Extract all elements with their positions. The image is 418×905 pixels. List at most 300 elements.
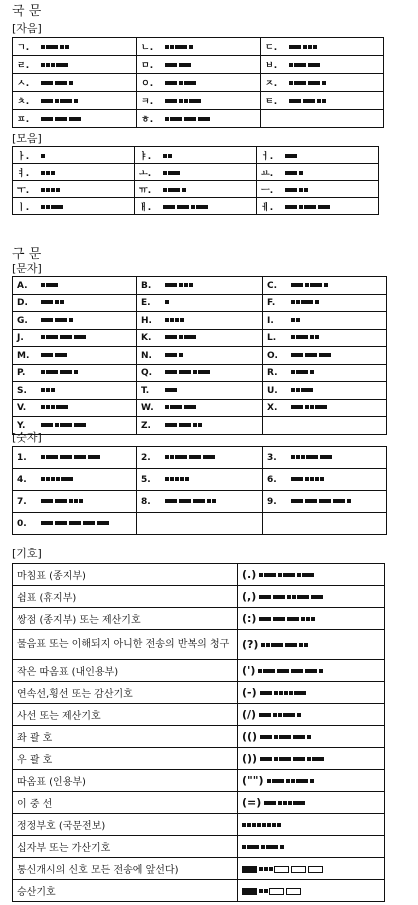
cell-label: W. [141,403,154,413]
sign-code-cell [238,726,385,748]
code-cell [263,399,387,417]
morse-code [285,185,309,195]
dash-mark [69,117,81,121]
dot-mark [55,300,59,304]
dash-mark [311,595,323,599]
table-row [13,147,379,164]
morse-code [289,43,318,53]
sign-symbol: (?) [242,637,259,651]
english-title: 구 문 [12,247,42,262]
dot-mark [296,318,300,322]
dot-mark [46,388,50,392]
morse-code [165,115,212,125]
dash-mark [291,499,303,503]
dot-mark [267,823,271,827]
dash-mark [247,845,259,849]
cell-label: ㅈ. [265,79,278,89]
code-cell [137,110,261,128]
dash-mark [312,757,324,761]
dash-mark [165,353,177,357]
dash-mark [46,455,58,459]
table-row [13,608,385,630]
dash-mark [184,117,196,121]
dot-mark [212,499,216,503]
dot-mark [51,63,55,67]
code-cell [263,447,387,469]
dot-mark [259,867,263,871]
code-cell [137,294,263,312]
dot-mark [41,477,45,481]
dot-mark [322,81,326,85]
dash-mark [165,423,177,427]
morse-code [165,280,194,290]
dash-mark [41,353,53,357]
dash-mark [41,499,53,503]
dash-mark [302,573,314,577]
dash-mark [277,669,289,673]
table-row [13,347,387,365]
code-cell [13,347,137,365]
dot-mark [51,477,55,481]
dash-mark [305,499,317,503]
dash-mark [46,283,58,287]
morse-code [41,79,74,89]
dot-mark [301,455,305,459]
code-cell [261,56,384,74]
dot-mark [163,171,167,175]
dot-mark [283,801,287,805]
code-cell [137,329,263,347]
dot-mark [51,188,55,192]
dash-mark [46,45,58,49]
cell-label: 8. [141,496,151,507]
cell-label: X. [267,403,278,413]
morse-code [291,452,334,462]
cell-label: ㄹ. [17,61,30,71]
dash-mark [165,283,177,287]
morse-code [41,385,56,395]
cell-label: L. [267,333,277,343]
morse-code [41,151,46,161]
dot-mark [185,477,189,481]
dot-mark [51,388,55,392]
korean-title: 국 문 [12,4,42,19]
morse-code [259,590,325,603]
morse-code [41,185,61,195]
dot-mark [310,477,314,481]
morse-code [291,315,301,325]
morse-code [41,420,88,430]
dot-mark [170,318,174,322]
dash-mark [168,188,180,192]
morse-code [267,774,315,787]
dot-mark [289,63,293,67]
filled-bar-mark [242,888,257,895]
dot-mark [291,388,295,392]
cell-label: A. [17,280,28,291]
dot-mark [56,477,60,481]
code-cell [261,92,384,110]
morse-code [242,884,303,897]
dot-mark [274,691,278,695]
dot-mark [299,188,303,192]
dash-mark [46,335,58,339]
morse-code [41,298,65,308]
morse-code [242,840,285,853]
table-row [13,294,387,312]
morse-code [291,333,320,343]
dash-mark [198,370,210,374]
dot-mark [56,188,60,192]
dash-mark [60,455,72,459]
sign-symbol: (=) [242,795,262,809]
dash-mark [189,455,201,459]
dash-mark [165,63,177,67]
dot-mark [307,735,311,739]
dash-mark [60,423,72,427]
cell-label: 0. [17,518,27,529]
dash-mark [61,477,73,481]
dash-mark [315,405,327,409]
table-row [13,814,385,836]
dash-mark [296,370,308,374]
dot-mark [51,405,55,409]
morse-code [41,474,75,484]
cell-label: C. [267,280,278,291]
dash-mark [163,205,175,209]
dot-mark [304,188,308,192]
dash-mark [297,595,309,599]
morse-code [41,333,88,343]
dot-mark [280,845,284,849]
table-row [13,630,385,660]
letter-table [12,276,387,435]
dot-mark [179,353,183,357]
dot-mark [274,757,278,761]
consonant-table [12,37,384,128]
cell-label: Z. [141,420,151,431]
table-row [13,56,384,74]
dot-mark [291,370,295,374]
dot-mark [311,617,315,621]
dash-mark [273,617,285,621]
dot-mark [41,455,45,459]
dot-mark [165,117,169,121]
morse-code [41,496,84,506]
code-cell [137,513,263,535]
sign-symbol: (() [242,729,258,743]
morse-code [165,496,217,506]
cell-label: Q. [141,368,153,378]
dot-mark [296,388,300,392]
cell-label: ㅌ. [265,97,278,107]
code-cell [13,382,137,400]
code-cell [137,469,263,491]
dot-mark [299,171,303,175]
table-row [13,660,385,682]
dash-mark [198,117,210,121]
dot-mark [304,643,308,647]
morse-code [291,280,329,290]
code-cell [135,181,257,198]
dot-mark [165,405,169,409]
dash-mark [165,370,177,374]
dot-mark [257,823,261,827]
code-cell [13,491,137,513]
dot-mark [74,370,78,374]
dash-mark [291,353,303,357]
dot-mark [41,154,45,158]
code-cell [257,147,379,164]
sign-symbol: (.) [242,567,257,581]
cell-label: ㄴ. [141,43,154,53]
dot-mark [273,713,277,717]
dash-mark [318,205,330,209]
dot-mark [320,477,324,481]
morse-code [163,151,173,161]
dash-mark [301,300,313,304]
sign-name: 물음표 또는 이해되지 아니한 전송의 반복의 청구 [13,630,238,660]
morse-code [259,612,316,625]
dash-mark [294,691,306,695]
dash-mark [289,99,301,103]
morse-code [165,452,217,462]
dash-mark [189,99,201,103]
dot-mark [170,45,174,49]
dash-mark [319,353,331,357]
morse-code [165,61,193,71]
code-cell [263,347,387,365]
code-cell [13,181,135,198]
sign-label: [기호] [12,547,42,560]
dash-mark [296,335,308,339]
dash-mark [179,423,191,427]
dot-mark [313,45,317,49]
sign-name: 쉼표 (휴지부) [13,586,238,608]
dash-mark [60,370,72,374]
dash-mark [165,99,177,103]
code-cell [263,469,387,491]
dash-mark [287,617,299,621]
sign-code-cell [238,880,385,902]
dash-mark [175,45,187,49]
morse-code [291,368,315,378]
dash-mark [179,370,191,374]
vowel-label: [모음] [12,132,42,145]
dash-mark [279,735,291,739]
sign-symbol: (,) [242,589,257,603]
code-cell [257,198,379,215]
table-row [13,792,385,814]
dash-mark [259,595,271,599]
dot-mark [163,154,167,158]
sign-code-cell [238,682,385,704]
dash-mark [193,499,205,503]
dot-mark [269,867,273,871]
cell-label: N. [141,350,152,361]
code-cell [257,164,379,181]
morse-code [285,168,304,178]
dash-mark [291,477,303,481]
digit-table [12,446,387,535]
dot-mark [310,779,314,783]
code-cell [263,277,387,295]
dot-mark [305,405,309,409]
dot-mark [41,188,45,192]
sign-code-cell [238,836,385,858]
morse-code [165,315,185,325]
code-cell [137,399,263,417]
dot-mark [41,388,45,392]
dot-mark [264,889,268,893]
dot-mark [69,499,73,503]
dot-mark [319,669,323,673]
code-cell [13,469,137,491]
cell-label: ㅕ. [17,168,30,179]
table-row [13,447,387,469]
morse-code [165,97,203,107]
sign-name: 통신개시의 신호 모든 전송에 앞선다) [13,858,238,880]
dash-mark [264,801,276,805]
dot-mark [182,188,186,192]
morse-code [165,350,184,360]
dash-mark [168,171,180,175]
dash-mark [55,318,67,322]
dot-mark [74,99,78,103]
dot-mark [310,405,314,409]
dash-mark [306,455,318,459]
cell-label: ㄱ. [17,43,30,53]
morse-code [41,97,79,107]
dot-mark [51,171,55,175]
table-row [13,704,385,726]
cell-label: ㅁ. [141,61,154,71]
sign-name: 작은 따옴표 (내인용부) [13,660,238,682]
dash-mark [285,205,297,209]
dash-mark [88,455,100,459]
code-cell [13,277,137,295]
sign-symbol: (-) [242,685,257,699]
dash-mark [259,713,271,717]
table-row [13,469,387,491]
morse-code [291,403,329,413]
morse-code [242,862,325,875]
dot-mark [324,283,328,287]
dash-mark [260,757,272,761]
dot-mark [165,300,169,304]
morse-code [289,97,327,107]
dot-mark [184,283,188,287]
dash-mark [301,388,313,392]
cell-label: 2. [141,452,151,463]
dot-mark [266,643,270,647]
table-row [13,382,387,400]
dot-mark [46,188,50,192]
morse-code [165,79,198,89]
digit-label: [숫자] [12,431,42,444]
dot-mark [46,477,50,481]
dash-mark [165,335,177,339]
dot-mark [60,300,64,304]
morse-code [41,280,60,290]
morse-code [41,350,69,360]
dot-mark [175,477,179,481]
dot-mark [41,405,45,409]
cell-label: ㅜ. [17,185,30,196]
dash-mark [273,595,285,599]
cell-label: 3. [267,452,277,463]
dash-mark [41,99,53,103]
morse-code [258,664,324,677]
code-cell [13,198,135,215]
cell-label: 4. [17,474,27,485]
dot-mark [41,63,45,67]
dot-mark [310,335,314,339]
dot-mark [259,573,263,577]
dot-mark [165,45,169,49]
table-row [13,74,384,92]
dash-mark [60,99,72,103]
dash-mark [60,335,72,339]
morse-code [261,638,309,651]
cell-label: 1. [17,452,27,463]
dot-mark [291,779,295,783]
morse-code [41,115,83,125]
table-row [13,880,385,902]
dash-mark [289,45,301,49]
cell-label: 6. [267,474,277,485]
dot-mark [289,691,293,695]
sign-symbol: (:) [242,611,257,625]
cell-label: E. [141,298,151,308]
code-cell [263,417,387,435]
dot-mark [179,335,183,339]
sign-name: 십자부 또는 가산기호 [13,836,238,858]
cell-label: ㅛ. [261,168,274,179]
dot-mark [267,779,271,783]
morse-code [163,185,187,195]
cell-label: H. [141,315,152,326]
dot-mark [207,499,211,503]
cell-label: U. [267,385,278,396]
dot-mark [179,81,183,85]
dash-mark [46,370,58,374]
code-cell [13,364,137,382]
dot-mark [74,499,78,503]
morse-code [165,43,194,53]
sign-code-cell [238,814,385,836]
dot-mark [55,99,59,103]
dot-mark [193,423,197,427]
morse-code [163,202,210,212]
dash-mark [196,205,208,209]
code-cell [137,312,263,330]
dot-mark [308,45,312,49]
dash-mark [285,643,297,647]
table-row [13,770,385,792]
dot-mark [242,845,246,849]
sign-name: 좌 괄 호 [13,726,238,748]
morse-code [41,452,102,462]
table-row [13,417,387,435]
dash-mark [165,81,177,85]
sign-code-cell [238,770,385,792]
dot-mark [278,573,282,577]
dot-mark [180,477,184,481]
dash-mark [179,499,191,503]
morse-code [242,818,282,831]
dash-mark [41,81,53,85]
